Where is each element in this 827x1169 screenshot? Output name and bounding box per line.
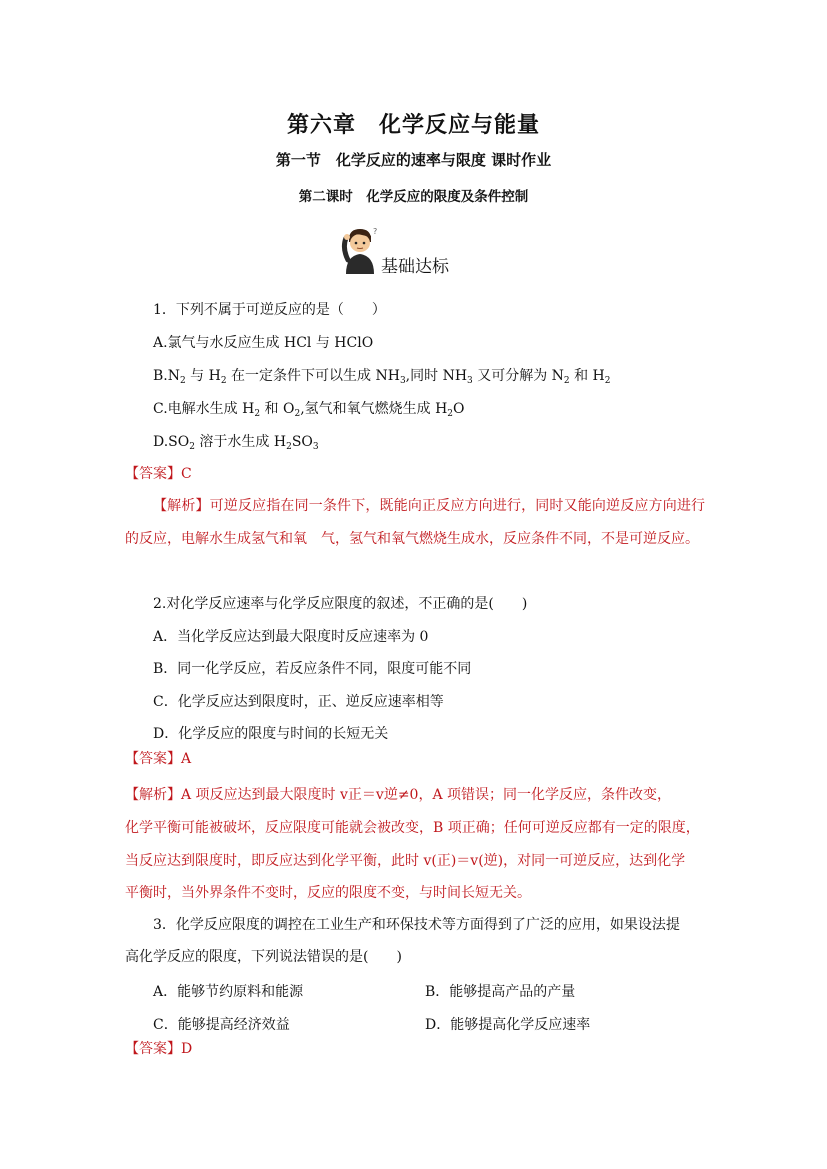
q1-option-d: $D.SO_2$ 溶于水生成 $H_2SO_3$: [153, 434, 319, 452]
q2-explanation-line-3: 当反应达到限度时，即反应达到化学平衡，此时 v(正)＝v(逆)，对同一可逆反应，达到化学: [125, 853, 686, 869]
q3-option-c: C．能够提高经济效益: [153, 1017, 290, 1033]
q2-explanation-line-2: 化学平衡可能被破坏，反应限度可能就会被改变，B 项正确；任何可逆反应都有一定的限度，: [125, 820, 700, 836]
q2-option-b: B．同一化学反应，若反应条件不同，限度可能不同: [153, 661, 472, 677]
q3-options-row-1: [153, 981, 575, 1001]
chapter-title: 第六章 化学反应与能量: [286, 112, 540, 138]
q3-options-row-2: [153, 1014, 590, 1034]
q2-option-d: D．化学反应的限度与时间的长短无关: [153, 726, 389, 742]
lesson-title: 第二课时 化学反应的限度及条件控制: [298, 189, 529, 205]
q2-option-c: C．化学反应达到限度时，正、逆反应速率相等: [153, 694, 444, 710]
q3-stem-line-2: 高化学反应的限度，下列说法错误的是( ): [125, 949, 402, 965]
q2-stem: 2.对化学反应速率与化学反应限度的叙述，不正确的是( ): [153, 596, 528, 612]
section-banner-label: 基础达标: [381, 257, 449, 277]
svg-text:?: ?: [373, 227, 378, 236]
q3-option-d: D．能够提高化学反应速率: [425, 1017, 591, 1033]
q3-option-a: A．能够节约原料和能源: [153, 984, 304, 1000]
q2-answer: 【答案】A: [125, 751, 192, 767]
q2-explanation-line-1: 【解析】A 项反应达到最大限度时 v正＝v逆≠0，A 项错误；同一化学反应，条件改变，: [125, 787, 672, 803]
q2-explanation-line-4: 平衡时，当外界条件不变时，反应的限度不变，与时间长短无关。: [125, 885, 531, 901]
q1-explanation: 【解析】可逆反应指在同一条件下，既能向正反应方向进行，同时又能向逆反应方向进行的反应，电解水生成氢气和氧 气，氢气和氧气燃烧生成水，反应条件不同，不是可逆反应。: [125, 498, 706, 547]
q1-option-b: $B.N_2$ 与 $H_2$ 在一定条件下可以生成 $NH_3$,同时 $NH_3$ 又可分解为 $N_2$ 和 $H_2$: [153, 368, 611, 386]
thinking-boy-icon: [340, 226, 382, 274]
q1-stem: 1．下列不属于可逆反应的是（ ）: [153, 302, 386, 318]
q3-stem-line-1: 3．化学反应限度的调控在工业生产和环保技术等方面得到了广泛的应用，如果设法提: [153, 917, 680, 933]
section-title: 第一节 化学反应的速率与限度 课时作业: [275, 151, 552, 169]
q1-option-a: A.氯气与水反应生成 HCl 与 HClO: [153, 335, 374, 351]
q3-answer: 【答案】D: [125, 1041, 193, 1057]
q1-option-c: C.电解水生成 $H_2$ 和 $O_2$,氢气和氧气燃烧生成 $H_2O$: [153, 401, 465, 419]
q3-option-b: B．能够提高产品的产量: [425, 984, 576, 1000]
q1-answer: 【答案】C: [125, 466, 192, 482]
q2-option-a: A．当化学反应达到最大限度时反应速率为 0: [153, 629, 429, 645]
